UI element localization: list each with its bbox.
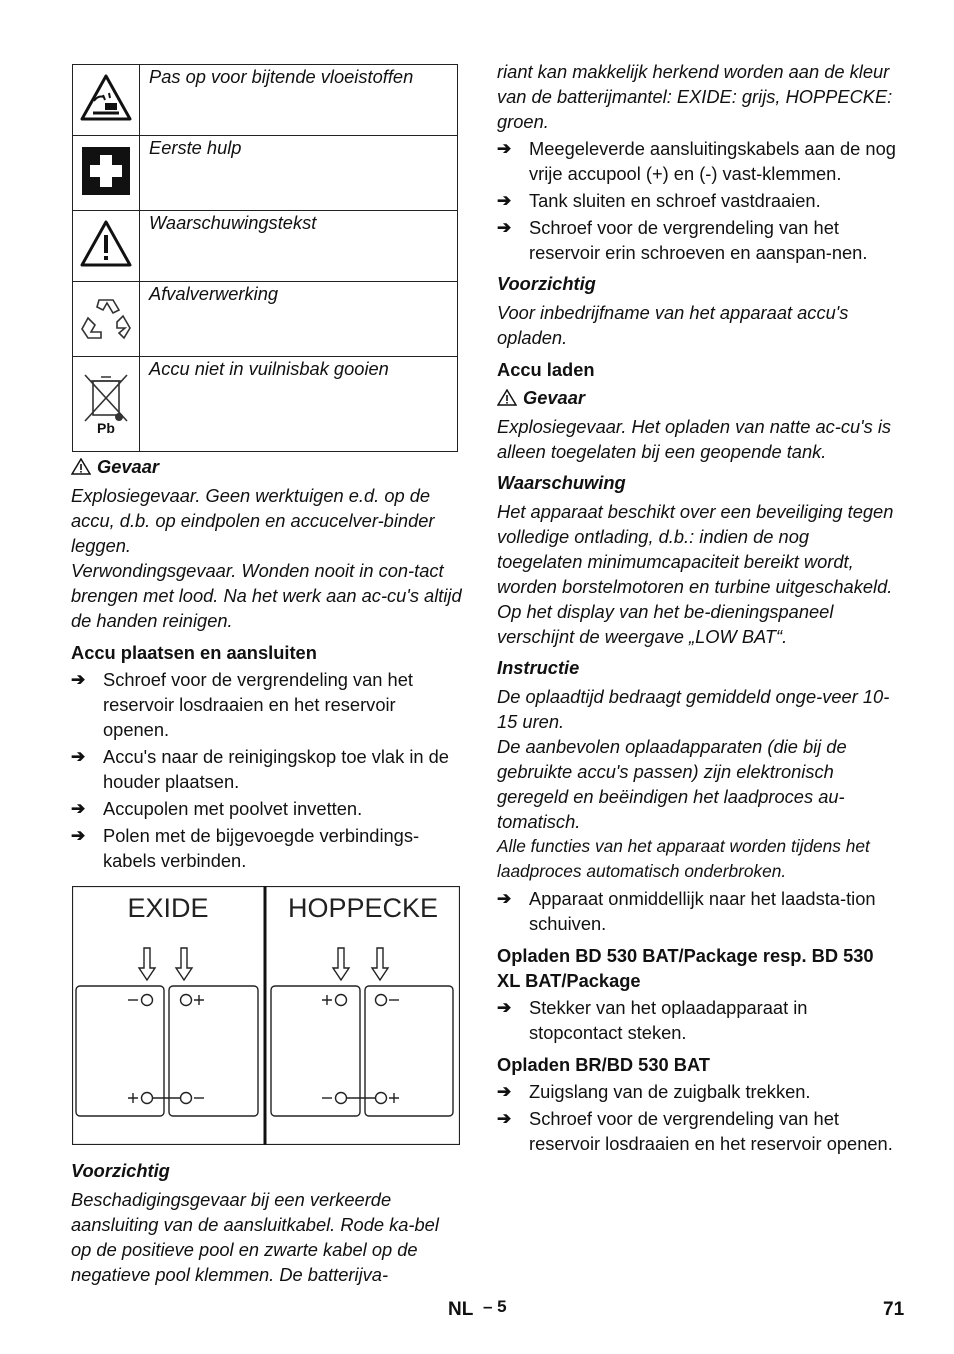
symbol-label: Afvalverwerking	[140, 282, 458, 357]
note-text-2: De aanbevolen oplaadapparaten (die bij de gebruikte accu's passen) zijn elektronisch geregeld en beëindigen het laadproces au-tomatisch.	[497, 736, 847, 832]
caution-heading: Voorzichtig	[497, 273, 596, 294]
caution-heading: Voorzichtig	[71, 1160, 170, 1181]
list-item: ➔ Polen met de bijgevoegde verbindings-kabels verbinden.	[71, 825, 420, 871]
first-aid-icon	[73, 136, 140, 211]
corrosive-liquid-icon	[73, 65, 140, 136]
danger-text-2: Verwondingsgevaar. Wonden nooit in con-tact brengen met lood. Na het werk aan ac-cu's altijd de handen reinigen.	[71, 560, 462, 631]
list-item: ➔ Meegeleverde aansluitingskabels aan de nog vrije accupool (+) en (-) vast-klemmen.	[497, 138, 896, 184]
recycle-icon	[73, 282, 140, 357]
list-item: ➔ Apparaat onmiddellijk naar het laadsta-tion schuiven.	[497, 888, 876, 934]
symbol-label: Eerste hulp	[140, 136, 458, 211]
section-title: Accu plaatsen en aansluiten	[71, 642, 317, 663]
symbol-label: Pas op voor bijtende vloeistoffen	[140, 65, 458, 136]
danger-text-1: Explosiegevaar. Geen werktuigen e.d. op de accu, d.b. op eindpolen en accucelver-binder leggen.	[71, 485, 435, 556]
section-title: Opladen BR/BD 530 BAT	[497, 1054, 710, 1075]
page-number: 71	[883, 1299, 905, 1320]
pb-label: Pb	[97, 419, 115, 433]
arrow-icon: ➔	[71, 826, 86, 845]
symbol-table	[72, 64, 458, 452]
footer-section-page: – 5	[483, 1297, 507, 1316]
arrow-icon: ➔	[71, 799, 86, 818]
arrow-icon: ➔	[497, 1082, 512, 1101]
list-item: ➔ Accu's naar de reinigingskop toe vlak in de houder plaatsen.	[71, 746, 449, 792]
warning-heading: Waarschuwing	[497, 472, 626, 493]
crossed-bin-icon	[73, 357, 140, 452]
arrow-icon: ➔	[497, 218, 512, 237]
list-item: ➔ Tank sluiten en schroef vastdraaien.	[497, 190, 821, 211]
warning-triangle-icon	[497, 389, 517, 406]
note-heading: Instructie	[497, 657, 580, 678]
steps-list	[497, 1079, 897, 1156]
warning-triangle-icon	[71, 458, 91, 475]
arrow-icon: ➔	[71, 670, 86, 689]
steps-list	[497, 136, 897, 265]
danger-heading: Gevaar	[71, 454, 463, 479]
arrow-icon: ➔	[497, 1109, 512, 1128]
battery-connection-figure	[72, 886, 460, 1145]
left-column	[71, 454, 463, 875]
continued-text: riant kan makkelijk herkend worden aan de kleur van de batterijmantel: EXIDE: grijs, HOPPECKE: groen.	[497, 61, 893, 132]
steps-list	[497, 886, 897, 936]
danger-heading: Gevaar	[497, 385, 897, 410]
caution-text: Voor inbedrijfname van het apparaat accu's opladen.	[497, 302, 849, 348]
note-text-3: Alle functies van het apparaat worden tijdens het laadproces automatisch onderbroken.	[497, 836, 870, 881]
warning-triangle-icon	[73, 211, 140, 282]
list-item: ➔ Stekker van het oplaadapparaat in stopcontact steken.	[497, 997, 808, 1043]
caution-text: Beschadigingsgevaar bij een verkeerde aansluiting van de aansluitkabel. Rode ka-bel op de positieve pool en zwarte kabel op de negatieve pool klemmen. De batterijva-	[71, 1189, 439, 1285]
arrow-icon: ➔	[497, 191, 512, 210]
brand-hoppecke: HOPPECKE	[287, 893, 439, 923]
arrow-icon: ➔	[497, 139, 512, 158]
list-item: ➔ Zuigslang van de zuigbalk trekken.	[497, 1081, 811, 1102]
list-item: ➔ Schroef voor de vergrendeling van het reservoir losdraaien en het reservoir openen.	[497, 1108, 893, 1154]
arrow-icon: ➔	[71, 747, 86, 766]
left-caution	[71, 1158, 463, 1287]
list-item: ➔ Accupolen met poolvet invetten.	[71, 798, 363, 819]
arrow-icon: ➔	[497, 998, 512, 1017]
section-title: Accu laden	[497, 359, 595, 380]
arrow-icon: ➔	[497, 889, 512, 908]
warning-text: Het apparaat beschikt over een beveiliging tegen volledige ontlading, d.b.: indien de nog toegelaten minimumcapaciteit bereikt wordt, worden borstelmotoren en turbine uitgeschakeld. Op het display van het be-dieningspaneel verschijnt de weergave „LOW BAT“.	[497, 501, 894, 647]
brand-exide: EXIDE	[127, 893, 209, 923]
list-item: ➔ Schroef voor de vergrendeling van het reservoir erin schroeven en aanspan-nen.	[497, 217, 868, 263]
symbol-label: Waarschuwingstekst	[140, 211, 458, 282]
symbol-label: Accu niet in vuilnisbak gooien	[140, 357, 458, 452]
note-text-1: De oplaadtijd bedraagt gemiddeld onge-veer 10-15 uren.	[497, 686, 890, 732]
list-item: ➔ Schroef voor de vergrendeling van het reservoir losdraaien en het reservoir openen.	[71, 669, 413, 740]
steps-list	[71, 667, 463, 873]
danger-text: Explosiegevaar. Het opladen van natte ac-cu's is alleen toegelaten bij een geopende tank.	[497, 416, 892, 462]
steps-list	[497, 995, 897, 1045]
right-column	[497, 59, 897, 1158]
section-title: Opladen BD 530 BAT/Package resp. BD 530 XL BAT/Package	[497, 945, 874, 991]
footer-language: NL	[448, 1299, 474, 1320]
